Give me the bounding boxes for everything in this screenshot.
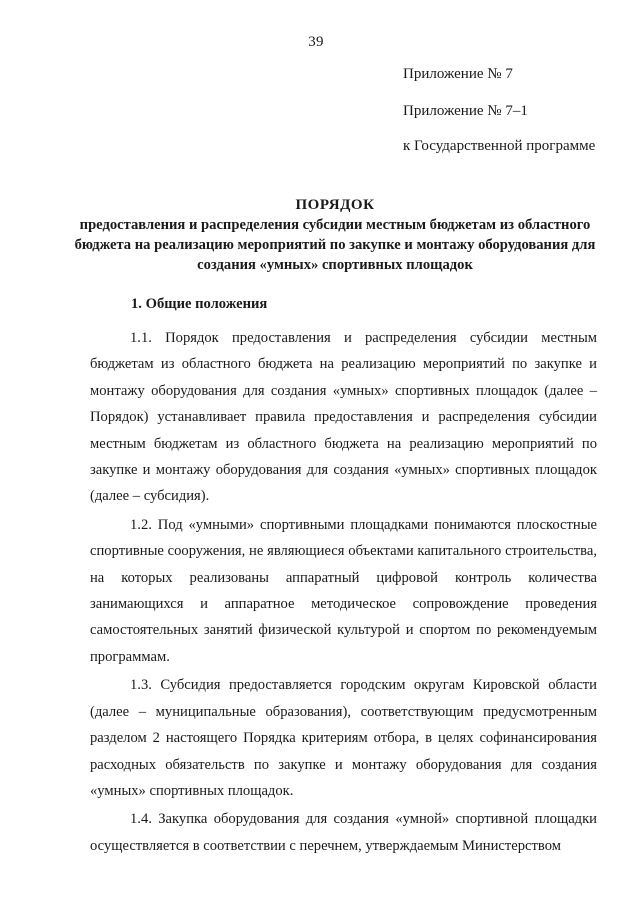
section-heading: 1. Общие положения	[131, 296, 268, 312]
document-title: ПОРЯДОК	[295, 197, 375, 213]
paragraph-1-2: 1.2. Под «умными» спортивными площадками понимаются плоскостные спортивные сооружения, не являющиеся объектами капитального строительства, на которых реализованы аппаратный цифровой контроль количества занимающихся и аппаратное методическое сопровождение проведения самостоятельных занятий физической культурой и спортом по рекомендуемым программам.	[90, 516, 597, 665]
document-subtitle: предоставления и распределения субсидии местным бюджетам из областного бюджета на реализацию мероприятий по закупке и монтажу оборудования для создания «умных» спортивных площадок	[74, 217, 596, 273]
paragraph-1-1: 1.1. Порядок предоставления и распределения субсидии местным бюджетам из областного бюджета на реализацию мероприятий по закупке и монтажу оборудования для создания «умных» спортивных площадок (далее – Порядок) устанавливает правила предоставления и распределения субсидии местным бюджетам из областного бюджета на реализацию мероприятий по закупке и монтажу оборудования для создания «умных» спортивных площадок (далее – субсидия).	[90, 330, 597, 505]
paragraph-1-3: 1.3. Субсидия предоставляется городским округам Кировской области (далее – муниципальные образования), соответствующим предусмотренным разделом 2 настоящего Порядка критериям отбора, в целях софинансирования расходных обязательств по закупке и монтажу оборудования для создания «умных» спортивных площадок.	[90, 677, 597, 799]
annex-line-3: к Государственной программе	[403, 138, 596, 154]
annex-line-1: Приложение № 7	[403, 66, 513, 82]
document-title-block	[70, 196, 600, 275]
paragraph-1-4: 1.4. Закупка оборудования для создания «умной» спортивной площадки осуществляется в соответствии с перечнем, утверждаемым Министерством	[90, 811, 597, 854]
page-number: 39	[308, 34, 324, 50]
annex-line-2: Приложение № 7–1	[403, 103, 528, 119]
body-text	[90, 325, 597, 859]
